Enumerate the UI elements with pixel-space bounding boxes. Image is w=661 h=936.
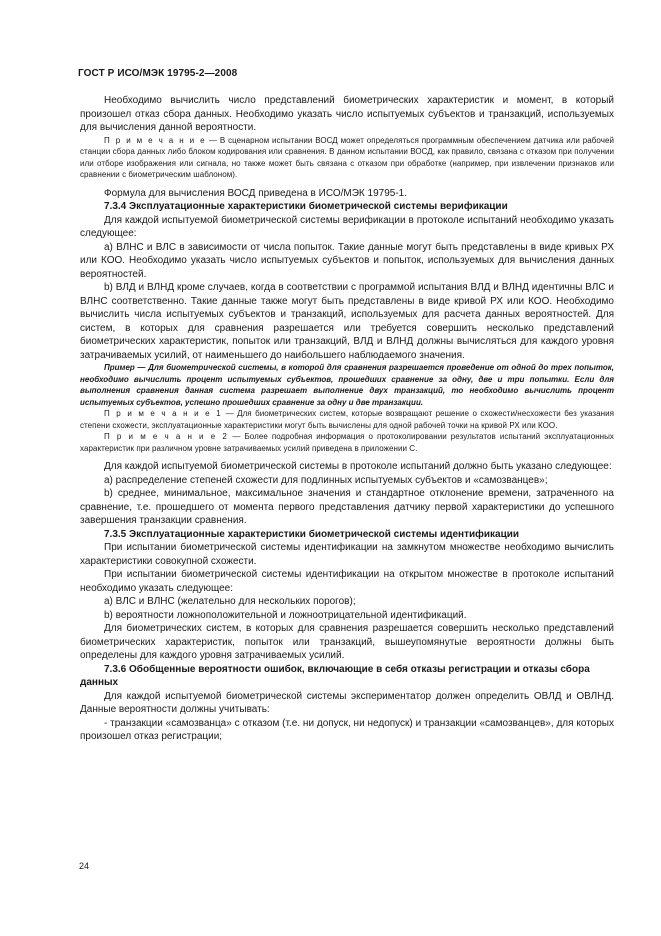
list-item: b) вероятности ложноположительной и ложноотрицательной идентификаций. bbox=[104, 609, 467, 621]
list-item: a) ВЛНС и ВЛС в зависимости от числа попыток. Такие данные могут быть представлены в виде кривых РХ или КОО. Необходимо указать число испытуемых субъектов и попыток, используемых для вычисления данных вероятностей. bbox=[80, 241, 614, 280]
list-item: a) ВЛС и ВЛНС (желательно для нескольких порогов); bbox=[104, 596, 356, 608]
note-label: П р и м е ч а н и е bbox=[104, 135, 207, 145]
note-text: — Более подробная информация о протоколировании результатов испытаний эксплуатационных характеристик при различном уровне затрачиваемых усилий приведена в приложении С. bbox=[80, 432, 614, 453]
paragraph: Для каждой испытуемой биометрической системы в протоколе испытаний должно быть указано следующее: bbox=[104, 461, 612, 473]
section-heading-7-3-6: 7.3.6 Обобщенные вероятности ошибок, включающие в себя отказы регистрации и отказы сбора данных bbox=[80, 663, 590, 689]
list-item: b) ВЛД и ВЛНД кроме случаев, когда в соответствии с программой испытания ВЛД и ВЛНД идентичны ВЛС и ВЛНС соответственно. Такие данные также могут быть представлены в виде кривой РХ или КОО. Необходимо вычислить числа испытуемых субъектов и транзакций, используемых для расчета данных вероятностей. Для систем, в которых для сравнения разрешается или требуется совершить несколько представлений биометрических характеристик, попыток или транзакций, ВЛД и ВЛНД должны вычисляться для каждого уровня затрачиваемых усилий, от наименьшего до наибольшего наблюдаемого значения. bbox=[80, 282, 614, 361]
note-label: П р и м е ч а н и е 2 bbox=[104, 432, 229, 442]
page-number: 24 bbox=[79, 861, 90, 871]
section-heading-7-3-4: 7.3.4 Эксплуатационные характеристики биометрической системы верификации bbox=[104, 201, 508, 212]
list-item: b) среднее, минимальное, максимальное значения и стандартное отклонение времени, затраченного на сравнение, т.е. прошедшего от момента первого представления датчику первой характеристики до успешного завершения транзакции сравнения. bbox=[80, 488, 614, 527]
example: Пример — Для биометрической системы, в которой для сравнения разрешается проведение от одной до трех попыток, необходимо вычислить процент испытуемых субъектов, прошедших сравнение за одну, две и три попытки. Если для выполнения сравнения данная система разрешает выполнение двух транзакций, то необходимо вычислить процент испытуемых субъектов, успешно прошедших сравнение за одну и две транзакции. bbox=[80, 363, 614, 407]
paragraph: Для биометрических систем, в которых для сравнения разрешается совершить несколько представлений биометрических характеристик, попыток или транзакций, вышеупомянутые вероятности должны быть определены для каждого уровня затрачиваемых усилий. bbox=[80, 623, 614, 662]
paragraph: При испытании биометрической системы идентификации на замкнутом множестве необходимо вычислить характеристики совокупной схожести. bbox=[80, 542, 614, 567]
note-text: — В сценарном испытании ВОСД может определяться программным обеспечением датчика или рабочей станции сбора данных либо блоком кодирования или сравнения. В данном испытании ВОСД, как правило, связана с отказом при получении или отборе изображения или сигнала, но также может быть связана с отказом при обработке (например, при извлечении признаков или сравнении с биометрическим шаблоном). bbox=[80, 135, 614, 179]
list-item: a) распределение степеней схожести для подлинных испытуемых субъектов и «самозванцев»; bbox=[104, 474, 548, 486]
paragraph: При испытании биометрической системы идентификации на открытом множестве в протоколе испытаний необходимо указать следующее: bbox=[80, 569, 614, 594]
list-item: - транзакции «самозванца» с отказом (т.е. ни допуск, ни недопуск) и транзакции «самозванцев», для которых произошел отказ регистрации; bbox=[80, 717, 614, 743]
paragraph: Для каждой испытуемой биометрической системы экспериментатор должен определить ОВЛД и ОВЛНД. Данные вероятности должны учитывать: bbox=[80, 690, 614, 716]
paragraph: Формула для вычисления ВОСД приведена в ИСО/МЭК 19795-1. bbox=[104, 187, 407, 199]
note-text: — Для биометрических систем, которые возвращают решение о схожести/несхожести без указания степени схожести, эксплуатационные характеристики могут быть вычислены для одной рабочей точки на кривой РХ или КОО. bbox=[80, 409, 614, 430]
note-label: П р и м е ч а н и е 1 bbox=[104, 409, 223, 419]
page-header: ГОСТ Р ИСО/МЭК 19795-2—2008 bbox=[78, 68, 238, 79]
note bbox=[80, 431, 614, 454]
paragraph: Для каждой испытуемой биометрической системы верификации в протоколе испытаний необходимо указать следующее: bbox=[80, 214, 614, 239]
section-heading-7-3-5: 7.3.5 Эксплуатационные характеристики биометрической системы идентификации bbox=[104, 528, 520, 540]
paragraph: Необходимо вычислить число представлений биометрических характеристик и момент, в который произошел отказ сбора данных. Необходимо указать число испытуемых субъектов и транзакций, используемых для вычисления данной вероятности. bbox=[80, 95, 614, 133]
note bbox=[80, 408, 614, 431]
page-content bbox=[80, 94, 614, 744]
note bbox=[80, 135, 614, 181]
